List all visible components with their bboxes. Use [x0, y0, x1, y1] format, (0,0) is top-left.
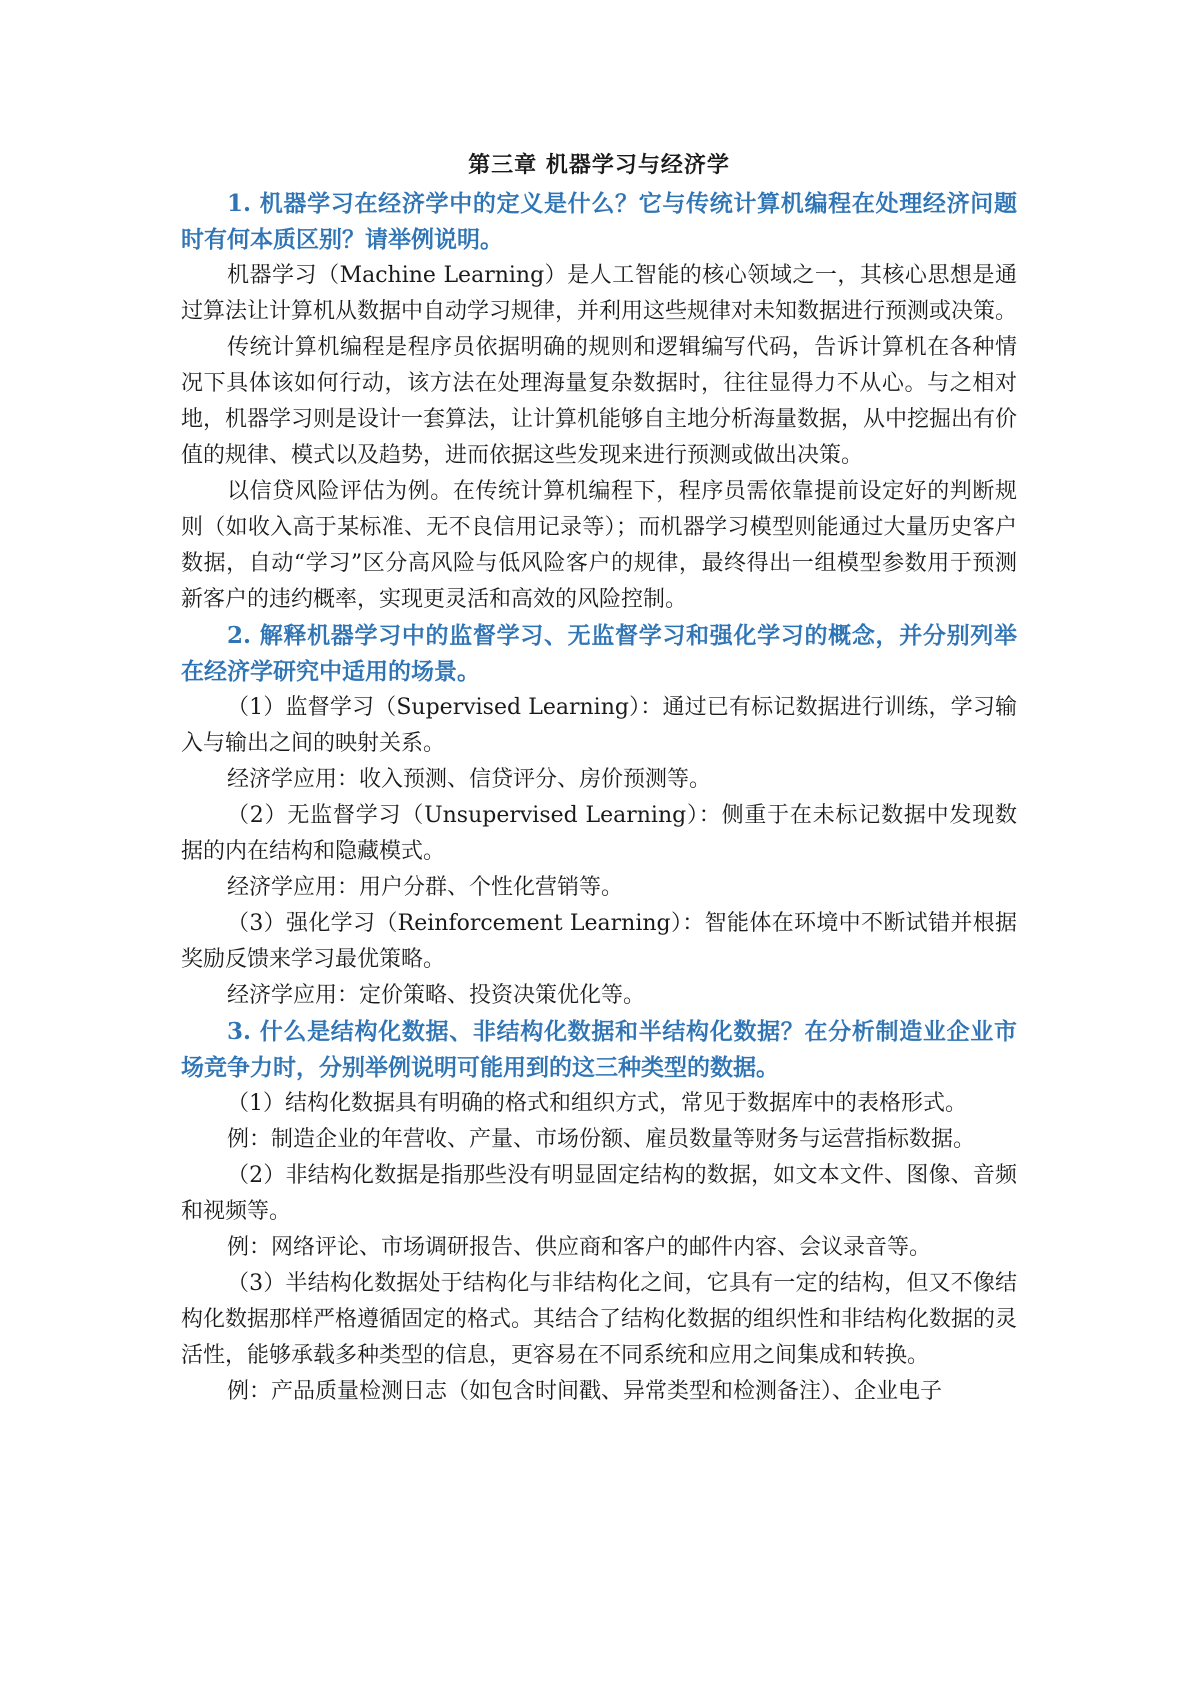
- body-paragraph: 例：网络评论、市场调研报告、供应商和客户的邮件内容、会议录音等。: [227, 1235, 932, 1260]
- body-paragraph: （3）半结构化数据处于结构化与非结构化之间，它具有一定的结构，但又不像结构化数据那样严格遵循固定的格式。其结合了结构化数据的组织性和非结构化数据的灵活性，能够承载多种类型的信息，更容易在不同系统和应用之间集成和转换。: [181, 1271, 1018, 1368]
- body-paragraph: 以信贷风险评估为例。在传统计算机编程下，程序员需依靠提前设定好的判断规则（如收入高于某标准、无不良信用记录等）；而机器学习模型则能通过大量历史客户数据，自动“学习”区分高风险与低风险客户的规律，最终得出一组模型参数用于预测新客户的违约概率，实现更灵活和高效的风险控制。: [181, 479, 1017, 612]
- body-paragraph: 传统计算机编程是程序员依据明确的规则和逻辑编写代码，告诉计算机在各种情况下具体该如何行动，该方法在处理海量复杂数据时，往往显得力不从心。与之相对地，机器学习则是设计一套算法，让计算机能够自主地分析海量数据，从中挖掘出有价值的规律、模式以及趋势，进而依据这些发现来进行预测或做出决策。: [181, 335, 1018, 468]
- body-paragraph: （1）监督学习（Supervised Learning）：通过已有标记数据进行训练，学习输入与输出之间的映射关系。: [181, 695, 1017, 756]
- section-3: [181, 1014, 1017, 1410]
- body-paragraph: 机器学习（Machine Learning）是人工智能的核心领域之一，其核心思想是通过算法让计算机从数据中自动学习规律，并利用这些规律对未知数据进行预测或决策。: [181, 263, 1018, 324]
- body-paragraph: 经济学应用：用户分群、个性化营销等。: [227, 875, 624, 900]
- body-paragraph: 经济学应用：收入预测、信贷评分、房价预测等。: [227, 767, 712, 792]
- body-paragraph: （2）无监督学习（Unsupervised Learning）：侧重于在未标记数据中发现数据的内在结构和隐藏模式。: [181, 803, 1017, 864]
- body-paragraph: （3）强化学习（Reinforcement Learning）：智能体在环境中不断试错并根据奖励反馈来学习最优策略。: [181, 911, 1017, 972]
- body-paragraph: （1）结构化数据具有明确的格式和组织方式，常见于数据库中的表格形式。: [227, 1091, 967, 1116]
- document-page: [181, 150, 1017, 1410]
- chapter-title: 第三章 机器学习与经济学: [468, 152, 730, 178]
- body-paragraph: 例：制造企业的年营收、产量、市场份额、雇员数量等财务与运营指标数据。: [227, 1127, 976, 1152]
- question-heading: 3. 什么是结构化数据、非结构化数据和半结构化数据？在分析制造业企业市场竞争力时，分别举例说明可能用到的这三种类型的数据。: [181, 1018, 1017, 1081]
- body-paragraph: （2）非结构化数据是指那些没有明显固定结构的数据，如文本文件、图像、音频和视频等。: [181, 1163, 1017, 1224]
- body-paragraph: 经济学应用：定价策略、投资决策优化等。: [227, 983, 646, 1008]
- body-paragraph: 例：产品质量检测日志（如包含时间戳、异常类型和检测备注）、企业电子: [227, 1379, 943, 1404]
- section-1: [181, 186, 1017, 618]
- question-heading: 2. 解释机器学习中的监督学习、无监督学习和强化学习的概念，并分别列举在经济学研究中适用的场景。: [181, 622, 1017, 685]
- question-heading: 1. 机器学习在经济学中的定义是什么？它与传统计算机编程在处理经济问题时有何本质区别？请举例说明。: [181, 190, 1017, 253]
- section-2: [181, 618, 1017, 1014]
